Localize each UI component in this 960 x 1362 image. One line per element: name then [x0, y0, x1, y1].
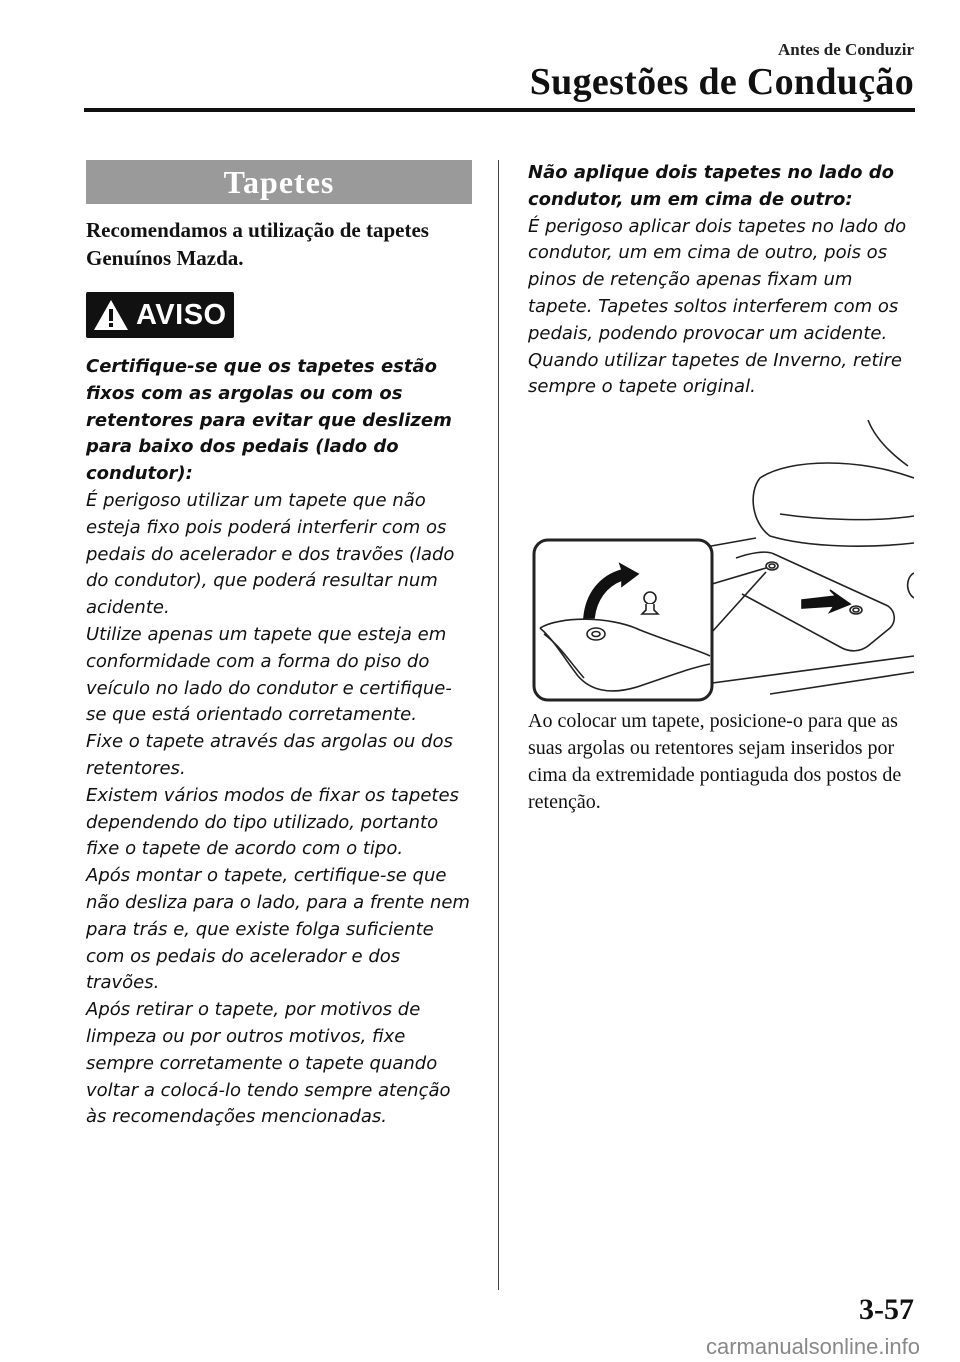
warning-badge — [86, 292, 234, 338]
warning-paragraph: É perigoso aplicar dois tapetes no lado do condutor, um em cima de outro, pois os pinos de retenção apenas fixam um tapete. Tapetes soltos interferem com os pedais, podendo provocar um acidente. — [528, 215, 907, 344]
watermark: carmanualsonline.info — [705, 1334, 920, 1359]
column-divider — [498, 160, 499, 1290]
right-column — [528, 160, 914, 401]
section-intro: Recomendamos a utilização de tapetes Genuínos Mazda. — [86, 218, 429, 270]
warning-paragraph: Após montar o tapete, certifique-se que não desliza para o lado, para a frente nem para trás e, que existe folga suficiente com os pedais do acelerador e dos travões. — [86, 865, 470, 994]
arrow-icon — [802, 590, 850, 612]
header-rule — [84, 108, 915, 112]
warning-paragraph: Quando utilizar tapetes de Inverno, retire sempre o tapete original. — [528, 349, 903, 398]
warning-triangle-icon — [92, 298, 130, 332]
warning-body — [86, 354, 472, 1131]
warning-lead: Certifique-se que os tapetes estão fixos com as argolas ou com os retentores para evitar que deslizem para baixo dos pedais (lado do condutor): — [86, 356, 452, 485]
warning-label: AVISO — [136, 298, 227, 331]
page-number: 3-57 — [859, 1293, 914, 1326]
section-title: Tapetes — [86, 160, 472, 204]
warning-lead-2: Não aplique dois tapetes no lado do condutor, um em cima de outro: — [528, 162, 894, 210]
warning-paragraph: Existem vários modos de fixar os tapetes dependendo do tipo utilizado, portanto fixe o tapete de acordo com o tipo. — [86, 784, 459, 860]
warning-body-continued — [528, 160, 914, 401]
illustration-caption: Ao colocar um tapete, posicione-o para que as suas argolas ou retentores sejam inseridos por cima da extremidade pontiaguda dos postos de retenção. — [528, 710, 902, 813]
warning-paragraph: Após retirar o tapete, por motivos de limpeza ou por outros motivos, fixe sempre corretamente o tapete quando voltar a colocá-lo tendo sempre atenção às recomendações mencionadas. — [86, 999, 451, 1128]
retention-post-icon — [644, 592, 656, 604]
floor-mat-illustration — [530, 418, 914, 706]
page-title: Sugestões de Condução — [529, 61, 914, 103]
left-column — [86, 160, 472, 1131]
warning-paragraph: Fixe o tapete através das argolas ou dos retentores. — [86, 731, 453, 779]
detail-inset — [534, 540, 712, 700]
warning-paragraph: É perigoso utilizar um tapete que não esteja fixo pois poderá interferir com os pedais do acelerador e dos travões (lado do condutor), que poderá resultar num acidente. — [86, 489, 455, 619]
chapter-label: Antes de Conduzir — [777, 40, 914, 59]
warning-paragraph: Utilize apenas um tapete que esteja em conformidade com a forma do piso do veículo no lado do condutor e certifique-se que está orientado corretamente. — [86, 623, 452, 726]
